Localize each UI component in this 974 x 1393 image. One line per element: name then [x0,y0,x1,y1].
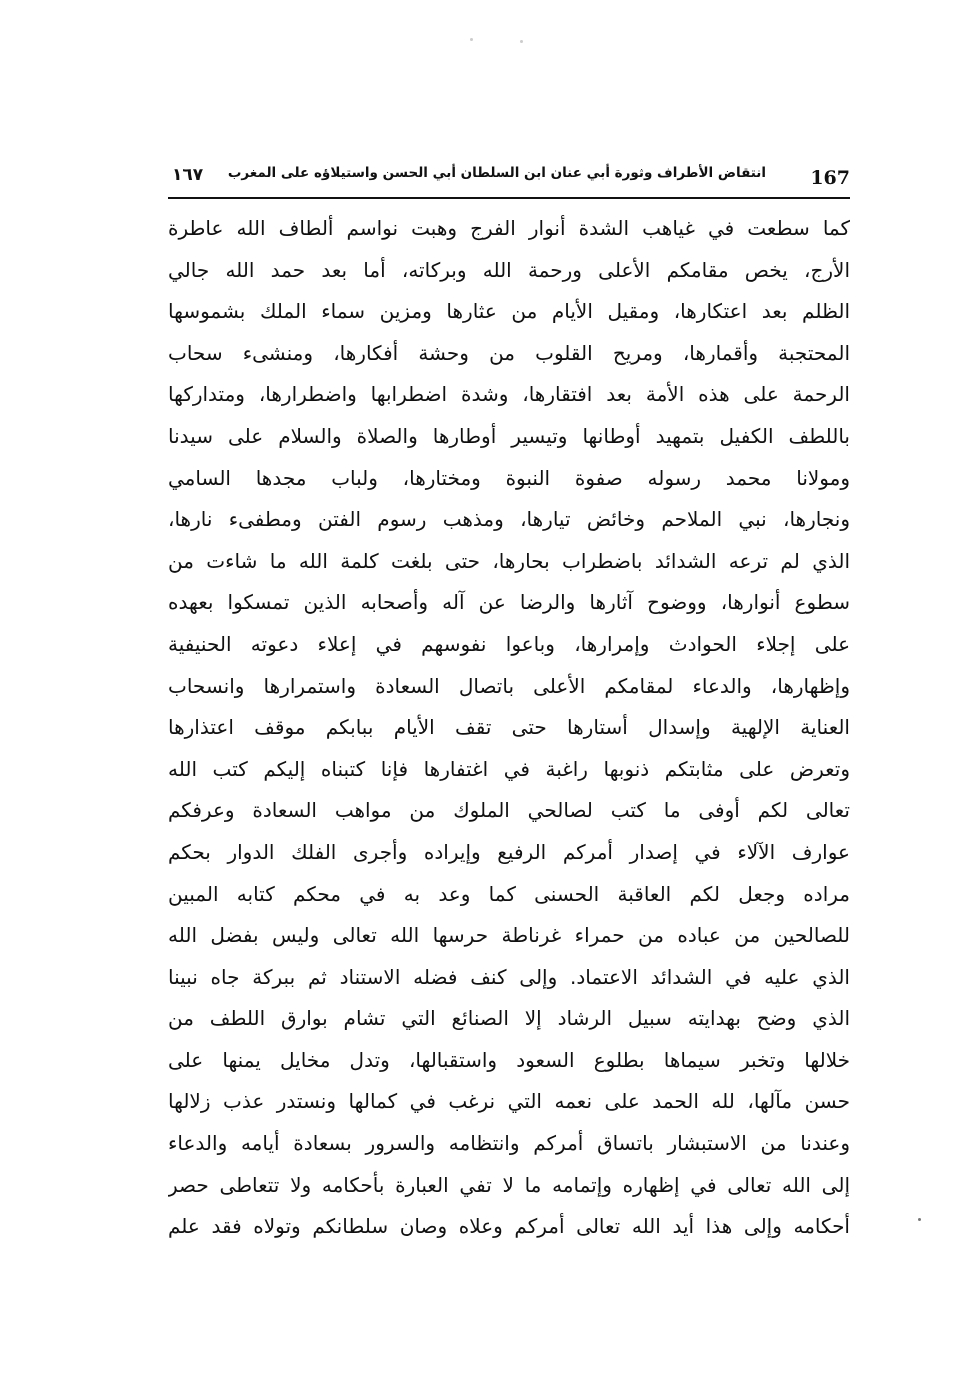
running-header [168,163,850,197]
text-line: إلى الله تعالى في إظهاره وإتمامه ما لا تفي العبارة بأحكامه ولا تتعاطى حصر [168,1172,850,1197]
text-line: وإظهارها، والدعاء لمقامكم الأعلى باتصال السعادة واستمرارها وانسحاب [168,673,850,698]
text-line: على إجلاء الحوادث وإمرارها، وباعوا نفوسهم في إعلاء دعوته الحنيفية [168,631,850,656]
text-line: خلالها وتخبر سيماها بطلوع السعود واستقبالها، وتدل مخايل يمنها على [168,1047,850,1072]
body-text [168,208,850,1248]
text-line: الذي وضح بهدايته سبيل الرشاد إلا الصنائع التي تشام بوارق اللطف من [168,1006,850,1031]
text-line: المحتجبة وأقمارها، ومريح القلوب من وحشة أفكارها، ومنشىء سحاب [168,340,850,365]
text-line: ومولانا محمد رسوله صفوة النبوة ومختارها، ولباب مجدها السامي [168,465,850,490]
text-line: الذي لم ترعه الشدائد باضطراب بحارها، حتى بلغت كلمة الله ما شاءت من [168,548,850,573]
text-line: ونجارها، نبي الملاحم وخائض تيارها، ومذهب رسوم الفتن ومطفىء نارها، [168,507,850,532]
text-line: الذي عليه في الشدائد الاعتماد. وإلى كنف فضله الاستناد ثم ببركة جاه نبينا [168,964,850,989]
text-line: الظلم بعد اعتكارها، ومقيل الأيام من عثارها ومزين سماء الملك بشموسها [168,299,850,324]
chapter-title: انتقاض الأطراف وثورة أبي عنان ابن السلطان أبي الحسن واستيلاؤه على المغرب [227,165,766,181]
text-line: وتعرض على مثابتكم ذنوبها راغبة في اغتفارها فإنا كتبناه إليكم كتب الله [168,756,850,781]
page-number-arabic: ١٦٧ [172,165,204,185]
text-line: الأرج، يخص مقامكم الأعلى ورحمة الله وبركاته، أما بعد حمد الله جالي [168,257,850,282]
scan-speck [520,40,523,43]
scan-speck [918,1218,921,1221]
text-line: عوارف الآلاء في إصدار أمركم الرفيع وإيراده وأجرى الفلك الدوار بحكم [168,839,850,864]
text-line: العناية الإلهية وإسدال أستارها حتى تقف الأيام ببابكم موقف اعتذارها [168,715,850,740]
text-line: حسن مآلها، لله الحمد على نعمه التي نرغب في كمالها ونستدر عذب زلالها [168,1089,850,1114]
text-line: مراده وجعل لكم العاقبة الحسنى كما وعد به في محكم كتابه المبين [168,881,850,906]
text-line: تعالى لكم أوفى ما كتب لصالحي الملوك من مواهب السعادة وعرفكم [168,798,850,823]
text-line: باللطف الكفيل بتمهيد أوطانها وتيسير أوطارها والصلاة والسلام على سيدنا [168,423,850,448]
scan-speck [470,38,473,41]
text-line: أحكامه وإلى هذا أيد الله تعالى أمركم وعلاه وصان سلطانكم وتولاه فقد علم [168,1214,850,1239]
text-line: الرحمة على هذه الأمة بعد افتقارها، وشدة اضطرابها واضطرارها، ومتداركها [168,382,850,407]
text-line: وعندنا من الاستبشار باتساق أمركم وانتظامه والسرور بسعادة أيامه والدعاء [168,1131,850,1156]
text-line: سطوع أنوارها، ووضوح آثارها والرضا عن آله وأصحابه الذين تمسكوا بعهده [168,590,850,615]
text-line: كما سطعت في غياهب الشدة أنوار الفرج وهبت نواسم ألطاف الله عاطرة [168,216,850,240]
text-line: للصالحين من عباده من حمراء غرناطة حرسها الله تعالى وليس بفضل الله [168,923,850,948]
header-rule [168,197,850,199]
page-number: 167 [810,167,850,189]
